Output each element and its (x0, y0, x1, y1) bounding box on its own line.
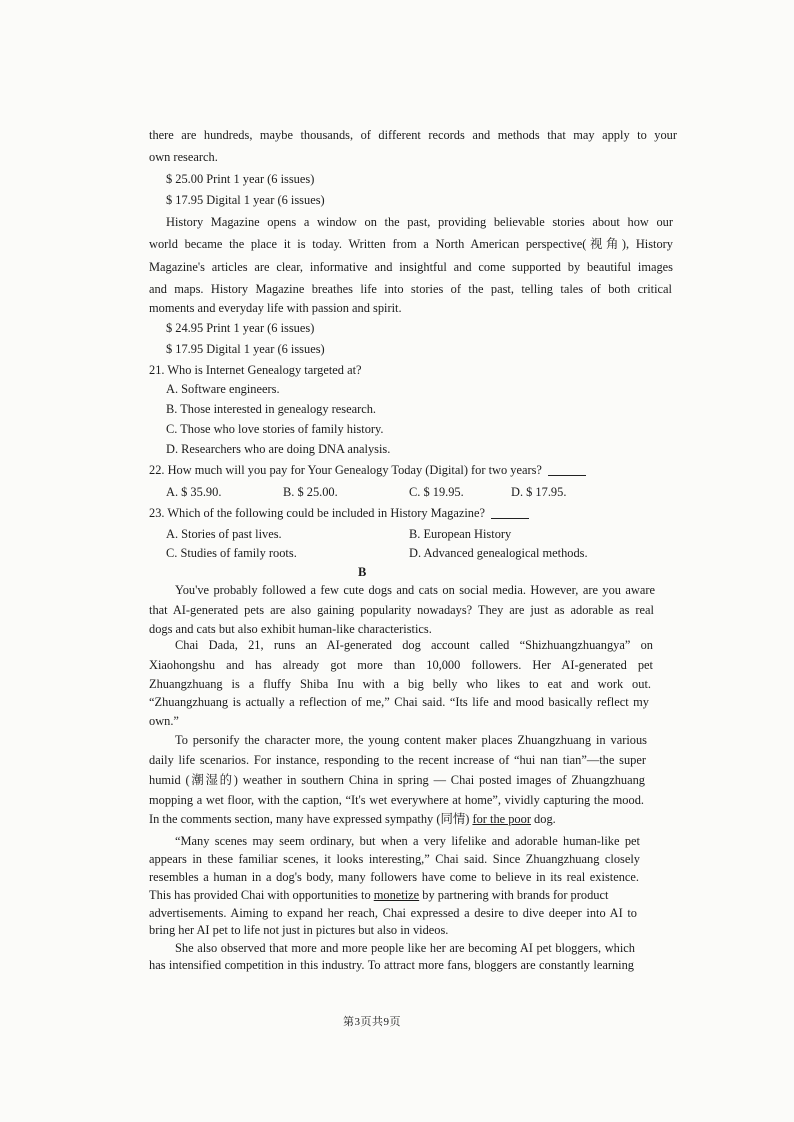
question-21-stem: 21. Who is Internet Genealogy targeted at? (149, 363, 362, 377)
passage-b-line: daily life scenarios. For instance, responding to the recent increase of “hui nan tian”—the super (149, 753, 646, 767)
question-22-text: 22. How much will you pay for Your Genealogy Today (Digital) for two years? (149, 463, 542, 477)
section-title-b: B (358, 565, 367, 579)
passage-b-line: dogs and cats but also exhibit human-like characteristics. (149, 622, 432, 636)
passage-b-line: bring her AI pet to life not just in pictures but also in videos. (149, 923, 449, 937)
question-22-stem (149, 462, 586, 478)
hm-price-digital: $ 17.95 Digital 1 year (6 issues) (166, 342, 325, 356)
history-paragraph-line: History Magazine opens a window on the past, providing believable stories about how our (166, 215, 673, 229)
passage-b-line: “Many scenes may seem ordinary, but when a very lifelike and adorable human-like pet (175, 834, 640, 848)
underlined-word-monetize: monetize (373, 888, 420, 902)
passage-b-line: Zhuangzhuang is a fluffy Shiba Inu with a big belly who likes to eat and work out. (149, 677, 651, 691)
question-22-option-b[interactable]: B. $ 25.00. (283, 485, 338, 499)
passage-b-line: mopping a wet floor, with the caption, “It's wet everywhere at home”, vividly capturing the mood. (149, 793, 644, 807)
underlined-phrase: for the poor (472, 812, 531, 826)
passage-b-line: own.” (149, 714, 179, 728)
question-21-option-a[interactable]: A. Software engineers. (166, 382, 280, 396)
ygt-price-print: $ 25.00 Print 1 year (6 issues) (166, 172, 315, 186)
question-23-option-d[interactable]: D. Advanced genealogical methods. (409, 546, 588, 560)
history-paragraph-line: and maps. History Magazine breathes life into stories of the past, telling tales of both critical (149, 282, 672, 296)
passage-b-text: by partnering with brands for product (419, 888, 609, 902)
question-23-option-a[interactable]: A. Stories of past lives. (166, 527, 282, 541)
passage-b-line: Xiaohongshu and has already got more than 10,000 followers. Her AI-generated pet (149, 658, 653, 672)
passage-b-line: She also observed that more and more people like her are becoming AI pet bloggers, which (175, 941, 635, 955)
passage-b-line: “Zhuangzhuang is actually a reflection of me,” Chai said. “Its life and mood basically reflect my (149, 695, 649, 709)
passage-b-line: You've probably followed a few cute dogs and cats on social media. However, are you aware (175, 583, 655, 597)
answer-blank[interactable] (491, 518, 529, 519)
question-23-option-c[interactable]: C. Studies of family roots. (166, 546, 297, 560)
history-paragraph-line: moments and everyday life with passion and spirit. (149, 301, 402, 315)
passage-b-line: has intensified competition in this industry. To attract more fans, bloggers are constantly learning (149, 958, 634, 972)
page-footer: 第3页共9页 (343, 1016, 401, 1028)
passage-b-line: Chai Dada, 21, runs an AI-generated dog account called “Shizhuangzhuangya” on (175, 638, 653, 652)
question-23-stem (149, 505, 529, 521)
passage-b-line: appears in these familiar scenes, it looks interesting,” Chai said. Since Zhuangzhuang closely (149, 852, 640, 866)
passage-b-text: This has provided Chai with opportunities to (149, 888, 374, 902)
question-22-option-d[interactable]: D. $ 17.95. (511, 485, 567, 499)
passage-b-line: resembles a human in a dog's body, many followers have come to believe in its real existence. (149, 870, 639, 884)
passage-b-line (149, 887, 608, 903)
question-21-option-c[interactable]: C. Those who love stories of family history. (166, 422, 384, 436)
question-21-option-d[interactable]: D. Researchers who are doing DNA analysis. (166, 442, 391, 456)
intro-line-2: own research. (149, 150, 218, 164)
history-paragraph-line: Magazine's articles are clear, informative and insightful and come supported by beautiful images (149, 260, 673, 274)
ygt-price-digital: $ 17.95 Digital 1 year (6 issues) (166, 193, 325, 207)
intro-line-1: there are hundreds, maybe thousands, of different records and methods that may apply to your (149, 128, 677, 142)
passage-b-line: To personify the character more, the young content maker places Zhuangzhuang in various (175, 733, 647, 747)
passage-b-line: humid (潮湿的) weather in southern China in spring — Chai posted images of Zhuangzhuang (149, 773, 645, 787)
passage-b-text: dog. (530, 812, 556, 826)
passage-b-text: In the comments section, many have expressed sympathy (同情) (149, 812, 473, 826)
question-22-option-c[interactable]: C. $ 19.95. (409, 485, 464, 499)
passage-b-line: advertisements. Aiming to expand her reach, Chai expressed a desire to dive deeper into AI to (149, 906, 637, 920)
question-22-option-a[interactable]: A. $ 35.90. (166, 485, 222, 499)
question-21-option-b[interactable]: B. Those interested in genealogy research. (166, 402, 376, 416)
answer-blank[interactable] (548, 475, 586, 476)
passage-b-line (149, 811, 556, 827)
question-23-option-b[interactable]: B. European History (409, 527, 512, 541)
hm-price-print: $ 24.95 Print 1 year (6 issues) (166, 321, 315, 335)
question-23-text: 23. Which of the following could be included in History Magazine? (149, 506, 485, 520)
history-paragraph-line: world became the place it is today. Written from a North American perspective(视角), History (149, 237, 673, 251)
passage-b-line: that AI-generated pets are also gaining popularity nowadays? They are just as adorable as real (149, 603, 654, 617)
